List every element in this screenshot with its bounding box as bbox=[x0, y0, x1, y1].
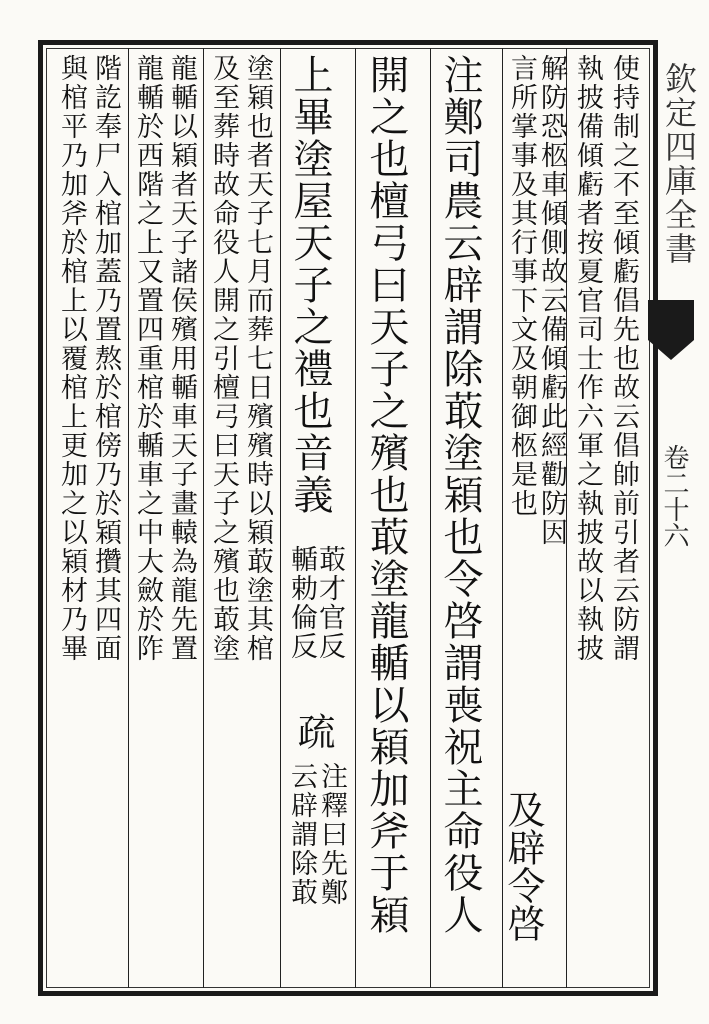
commentary-line: 解防恐柩車傾側故云備傾虧此經勸防因 bbox=[536, 54, 567, 547]
main-text-line: 開之也檀弓曰天子之殯也菆塗龍輴以㯋加斧于㯋 bbox=[363, 54, 409, 936]
commentary-line: 執披備傾虧者按夏官司士作六軍之執披故以執披 bbox=[572, 54, 603, 663]
commentary-line: 云辟謂除菆 bbox=[286, 762, 317, 907]
column-rule bbox=[128, 48, 129, 988]
column-rule bbox=[203, 48, 204, 988]
commentary-line: 及至葬時故命役人開之引檀弓曰天子之殯也菆塗 bbox=[208, 54, 239, 663]
main-text-line: 上畢塗屋天子之禮也音義 bbox=[287, 54, 333, 516]
book-title: 欽定四庫全書 bbox=[660, 62, 698, 266]
column-rule bbox=[430, 48, 431, 988]
commentary-line: 注釋曰先鄭 bbox=[316, 762, 347, 907]
phonetic-note: 菆才官反 bbox=[314, 545, 345, 661]
column-rule bbox=[355, 48, 356, 988]
commentary-line: 與棺平乃加斧於棺上以覆棺上更加之以㯋材乃畢 bbox=[56, 54, 87, 663]
fish-tail-mark bbox=[648, 300, 694, 340]
phonetic-note: 輴勅倫反 bbox=[286, 545, 317, 661]
shu-marker: 疏 bbox=[291, 712, 335, 750]
juan-number: 卷二十六 bbox=[659, 444, 689, 548]
main-text-inline: 及辟令啓 bbox=[501, 790, 545, 942]
commentary-line: 使持制之不至傾虧倡先也故云倡帥前引者云防謂 bbox=[608, 54, 639, 663]
main-text-line: 注鄭司農云辟謂除菆塗㯋也令啓謂喪祝主命役人 bbox=[437, 54, 483, 936]
column-rule bbox=[280, 48, 281, 988]
commentary-line: 階訖奉尸入棺加蓋乃置熬於棺傍乃於㯋攢其四面 bbox=[90, 54, 121, 663]
commentary-line: 龍輴於西階之上又置四重棺於輴車之中大斂於阼 bbox=[132, 54, 163, 663]
commentary-line: 言所掌事及其行事下文及朝御柩是也 bbox=[506, 54, 537, 518]
commentary-line: 龍輴以㯋者天子諸侯殯用輴車天子畫轅為龍先置 bbox=[166, 54, 197, 663]
commentary-line: 塗㯋也者天子七月而葬七日殯殯時以㯋菆塗其棺 bbox=[242, 54, 273, 663]
